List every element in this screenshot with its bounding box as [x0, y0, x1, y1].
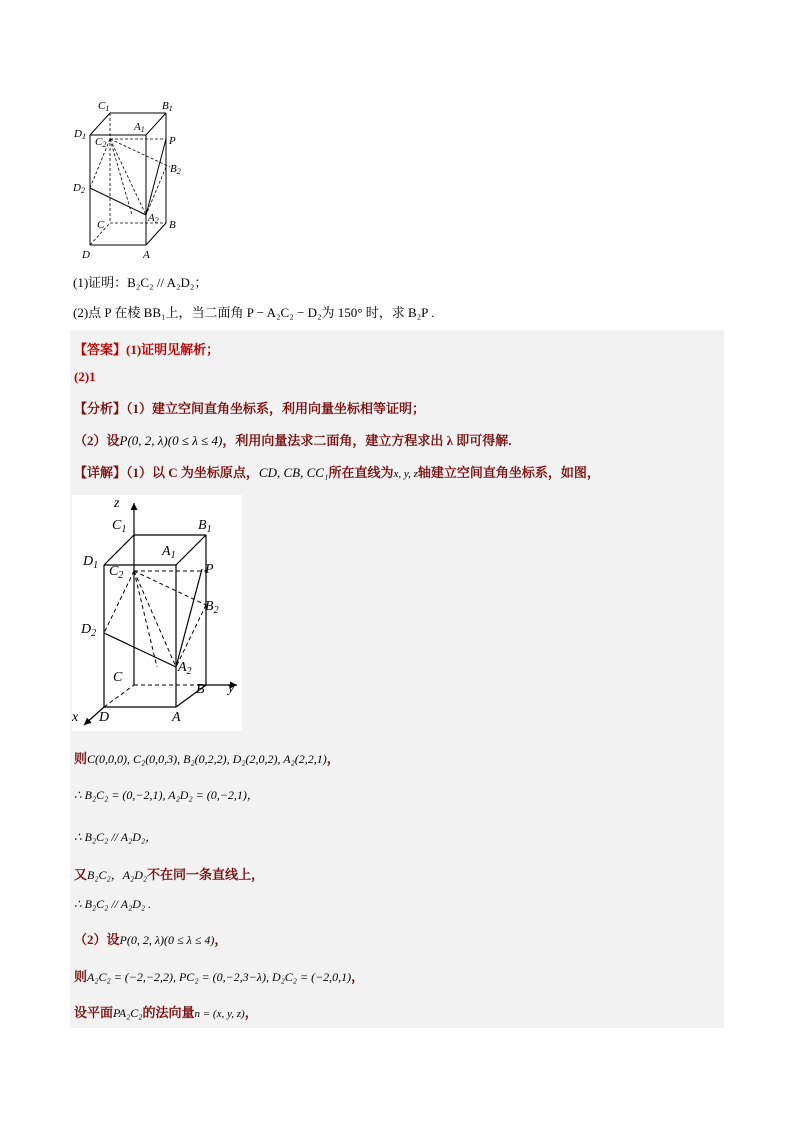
label-A: A: [172, 710, 181, 725]
label-C: C: [97, 219, 105, 231]
answer-line1: 【答案】(1)证明见解析；: [74, 342, 220, 357]
vector-line2: ∴ B₂C₂ // A₂D₂，: [74, 830, 158, 844]
label-D1: $D_1$: [83, 554, 99, 571]
label-B1: B1: [162, 100, 173, 113]
label-D1: D1: [74, 128, 86, 141]
label-A2: A2: [148, 212, 159, 225]
label-P: P: [205, 562, 214, 577]
prism-figure-coordinates: [72, 495, 242, 731]
label-B1: $B_1$: [198, 518, 212, 535]
label-D2: $D_2$: [81, 622, 97, 639]
detail-line1: 【详解】（1）以 C 为坐标原点，CD, CB, CC₁所在直线为x, y, z轴建立空间直角坐标系，如图，: [74, 465, 600, 480]
analysis-line1: 【分析】（1）建立空间直角坐标系，利用向量坐标相等证明；: [74, 401, 426, 416]
analysis-line2: （2）设P(0, 2, λ)(0 ≤ λ ≤ 4)，利用向量法求二面角，建立方程求出 λ 即可得解.: [74, 433, 512, 448]
label-C2: C2: [95, 136, 107, 149]
label-A1: $A_1$: [162, 544, 176, 561]
label-x: x: [72, 710, 79, 725]
normal-vector-line: 设平面PA₂C₂的法向量n = (x, y, z)，: [74, 1005, 258, 1020]
vector-line3: 则A₂C₂ = (−2,−2,2), PC₂ = (0,−2,3−λ), D₂C₂ = (−2,0,1)，: [74, 969, 365, 984]
label-B: B: [169, 219, 176, 231]
label-B: B: [196, 682, 205, 697]
label-C: C: [113, 670, 123, 685]
label-C1: $C_1$: [112, 518, 127, 535]
label-B2: B2: [170, 163, 181, 176]
vector-line1: ∴ B₂C₂ = (0,−2,1), A₂D₂ = (0,−2,1)，: [74, 788, 259, 802]
also-line: 又B₂C₂，A₂D₂不在同一条直线上，: [74, 867, 265, 882]
label-P: P: [169, 135, 176, 147]
label-A1: A1: [134, 121, 145, 134]
label-A2: $A_2$: [178, 660, 192, 677]
label-y: y: [228, 681, 235, 696]
label-z: z: [114, 496, 120, 511]
label-D: D: [82, 249, 90, 261]
prism-figure-small: [70, 95, 190, 265]
label-B2: $B_2$: [205, 599, 219, 616]
coords-line: 则C(0,0,0), C₂(0,0,3), B₂(0,2,2), D₂(2,0,2), A₂(2,2,1)，: [74, 751, 340, 766]
question-part2: (2)点 P 在棱 BB₁上，当二面角 P − A₂C₂ − D₂为 150° 时，求 B₂P .: [73, 305, 435, 320]
conclusion-line: ∴ B₂C₂ // A₂D₂ .: [74, 897, 152, 911]
label-C2: $C_2$: [109, 564, 124, 581]
part2-setup-line: （2）设P(0, 2, λ)(0 ≤ λ ≤ 4)，: [74, 932, 228, 947]
label-C1: C1: [98, 100, 110, 113]
label-D2: D2: [73, 182, 85, 195]
label-A: A: [143, 249, 150, 261]
question-part1: (1)证明：B₂C₂ // A₂D₂；: [73, 275, 208, 290]
label-D: D: [99, 710, 110, 725]
answer-line2: (2)1: [74, 369, 96, 384]
